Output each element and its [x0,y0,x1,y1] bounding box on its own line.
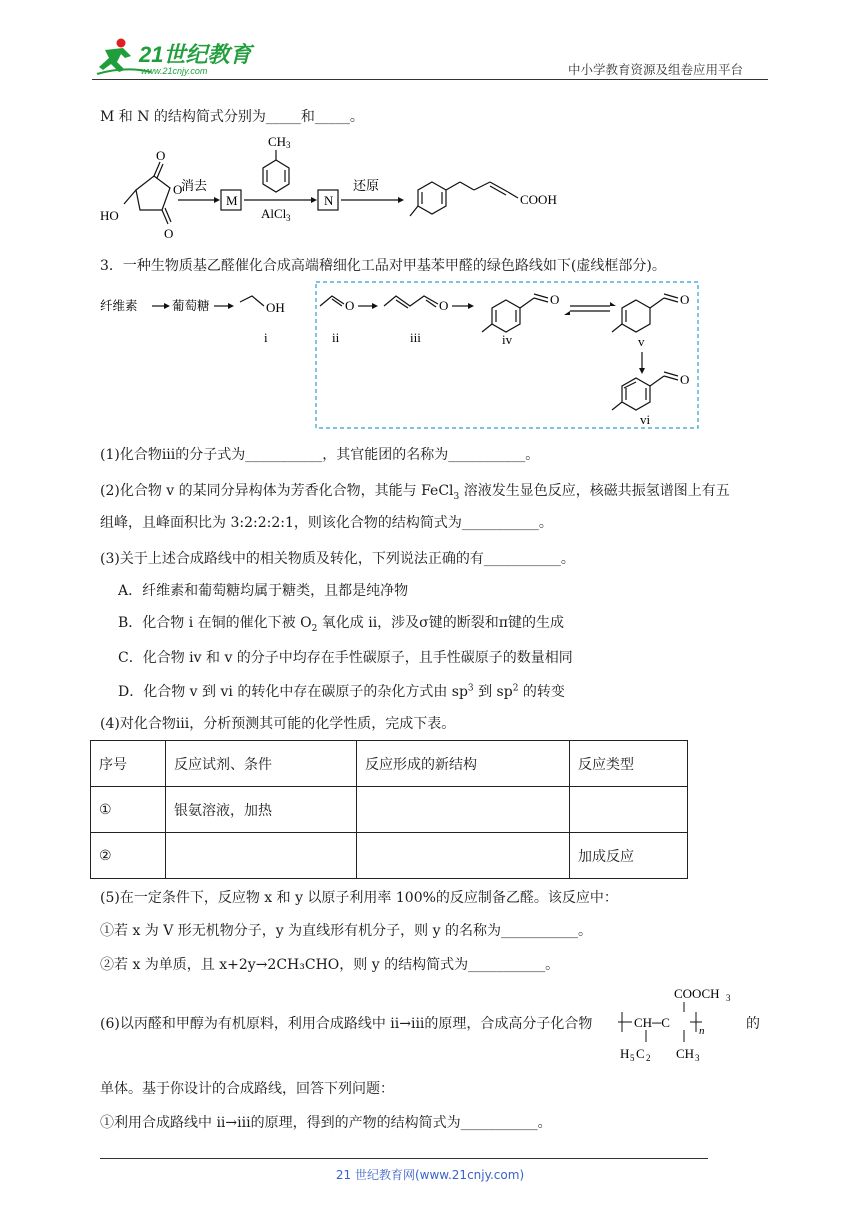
svg-text:n: n [699,1025,705,1037]
equilibrium-arrow [570,306,610,311]
catalyst-label: AlCl [261,206,287,221]
methyl-label: CH [268,134,287,149]
oxygen-label: O [550,292,560,307]
q3-part6-line2: 单体。基于你设计的合成路线，回答下列问题： [100,1081,394,1097]
hydroxyl-label: OH [266,300,285,315]
oxygen-label: O [173,182,183,197]
header-divider [92,79,768,80]
toluene-structure [263,150,289,192]
acetaldehyde-structure [320,296,344,306]
table-cell: 银氨溶液，加热 [166,787,357,833]
svg-text:2: 2 [646,1053,651,1063]
option-d: D．化合物 v 到 vi 的转化中存在碳原子的杂化方式由 $sp^3$ 到 $sp^2$ 的转变 [118,683,565,700]
product-structure [410,182,518,216]
table-cell: ① [91,787,166,833]
glucose-label: 葡萄糖 [172,298,210,313]
logo-text: 21世纪教育 [139,42,252,67]
compound-label-ii: ii [332,330,340,345]
oxygen-label: O [164,226,174,241]
svg-text:5: 5 [630,1053,635,1063]
table-header-row [91,741,688,787]
svg-text:H: H [620,1046,630,1061]
option-c: C．化合物 iv 和 v 的分子中均存在手性碳原子，且手性碳原子的数量相同 [118,650,573,666]
crotonaldehyde-structure [384,296,438,308]
table-row [91,833,688,879]
table-cell: ② [91,833,166,879]
oxygen-label: O [680,292,690,307]
q3-part4: (4)对化合物iii，分析预测其可能的化学性质，完成下表。 [100,716,456,732]
compound-label-iii: iii [410,330,421,345]
table-row [91,787,688,833]
oxygen-label: O [345,298,355,313]
svg-text:CH: CH [676,1046,695,1061]
oxygen-label: O [680,372,690,387]
option-a: A．纤维素和葡萄糖均属于糖类，且都是纯净物 [118,583,409,599]
svg-text:3: 3 [286,140,291,150]
q3-part5-2: ②若 x 为单质，且 x+2y→2CH₃CHO，则 y 的结构简式为___________。 [100,957,560,973]
reaction-scheme-2 [96,280,706,434]
table-cell [357,833,570,879]
q3-part2-line2: 组峰，且峰面积比为 3:2:2:2:1，则该化合物的结构简式为___________。 [100,515,553,531]
compound-label-iv: iv [502,332,513,347]
compound-label-i: i [264,330,268,345]
svg-text:3: 3 [726,993,731,1003]
svg-text:C: C [636,1046,645,1061]
header-tagline: 中小学教育资源及组卷应用平台 [568,62,744,77]
box-m-label: M [226,193,238,208]
q2-question-line: M 和 N 的结构简式分别为_____和_____。 [100,109,364,125]
table-header: 反应形成的新结构 [357,741,570,787]
compound-v-structure [612,294,678,332]
footer-text: 21 世纪教育网(www.21cnjy.com) [335,1168,525,1182]
compound-iv-structure [482,294,548,332]
svg-text:3: 3 [286,213,291,223]
reaction-table [90,740,688,879]
q3-stem: 3．一种生物质基乙醛催化合成高端稽细化工品对甲基苯甲醛的绿色路线如下(虚线框部分)。 [100,258,666,274]
svg-text:COOCH: COOCH [674,986,720,1001]
carboxyl-label: COOH [520,192,557,207]
logo-url: www.21cnjy.com [141,66,208,76]
malic-anhydride-structure [124,162,171,224]
table-cell: 加成反应 [570,833,688,879]
q3-part5: (5)在一定条件下，反应物 x 和 y 以原子利用率 100%的反应制备乙醛。该反应中： [100,890,618,906]
polymer-structure [616,982,746,1064]
reaction-scheme-1 [96,128,576,246]
option-b: B．化合物 i 在铜的催化下被 $O_2$ 氧化成 ii，涉及σ键的断裂和π键的生成 [118,615,564,634]
box-n-label: N [324,193,334,208]
svg-text:CH─C: CH─C [634,1015,670,1030]
table-cell [357,787,570,833]
q3-part5-1: ①若 x 为 V 形无机物分子，y 为直线形有机分子，则 y 的名称为___________。 [100,923,592,939]
compound-vi-structure [612,372,678,410]
compound-label-v: v [638,334,645,349]
q3-part6-1: ①利用合成路线中 ii→iii的原理，得到的产物的结构简式为___________。 [100,1115,552,1131]
table-header: 序号 [91,741,166,787]
table-cell [166,833,357,879]
footer-divider [100,1158,708,1159]
table-cell [570,787,688,833]
ethanol-structure [240,296,264,306]
hydroxyl-label: HO [100,208,119,223]
site-logo [95,36,265,78]
q3-part3: (3)关于上述合成路线中的相关物质及转化，下列说法正确的有___________。 [100,551,575,567]
q3-part6-tail: 的 [746,1016,760,1032]
q3-part2-line1: (2)化合物 v 的某同分异构体为芳香化合物，其能与 FeCl$_3$ 溶液发生显色反应，核磁共振氢谱图上有五 [100,483,730,502]
svg-text:3: 3 [695,1053,700,1063]
oxygen-label: O [156,148,166,163]
reagent-elimination: 消去 [181,178,208,193]
q3-part6-line1: (6)以丙醛和甲醇为有机原料，利用合成路线中 ii→iii的原理，合成高分子化合物 [100,1016,593,1032]
compound-label-vi: vi [640,412,651,427]
cellulose-label: 纤维素 [100,298,138,313]
table-header: 反应试剂、条件 [166,741,357,787]
q3-part1: (1)化合物iii的分子式为___________，其官能团的名称为___________。 [100,447,540,463]
table-header: 反应类型 [570,741,688,787]
oxygen-label: O [439,298,449,313]
reagent-reduction: 还原 [353,178,380,193]
